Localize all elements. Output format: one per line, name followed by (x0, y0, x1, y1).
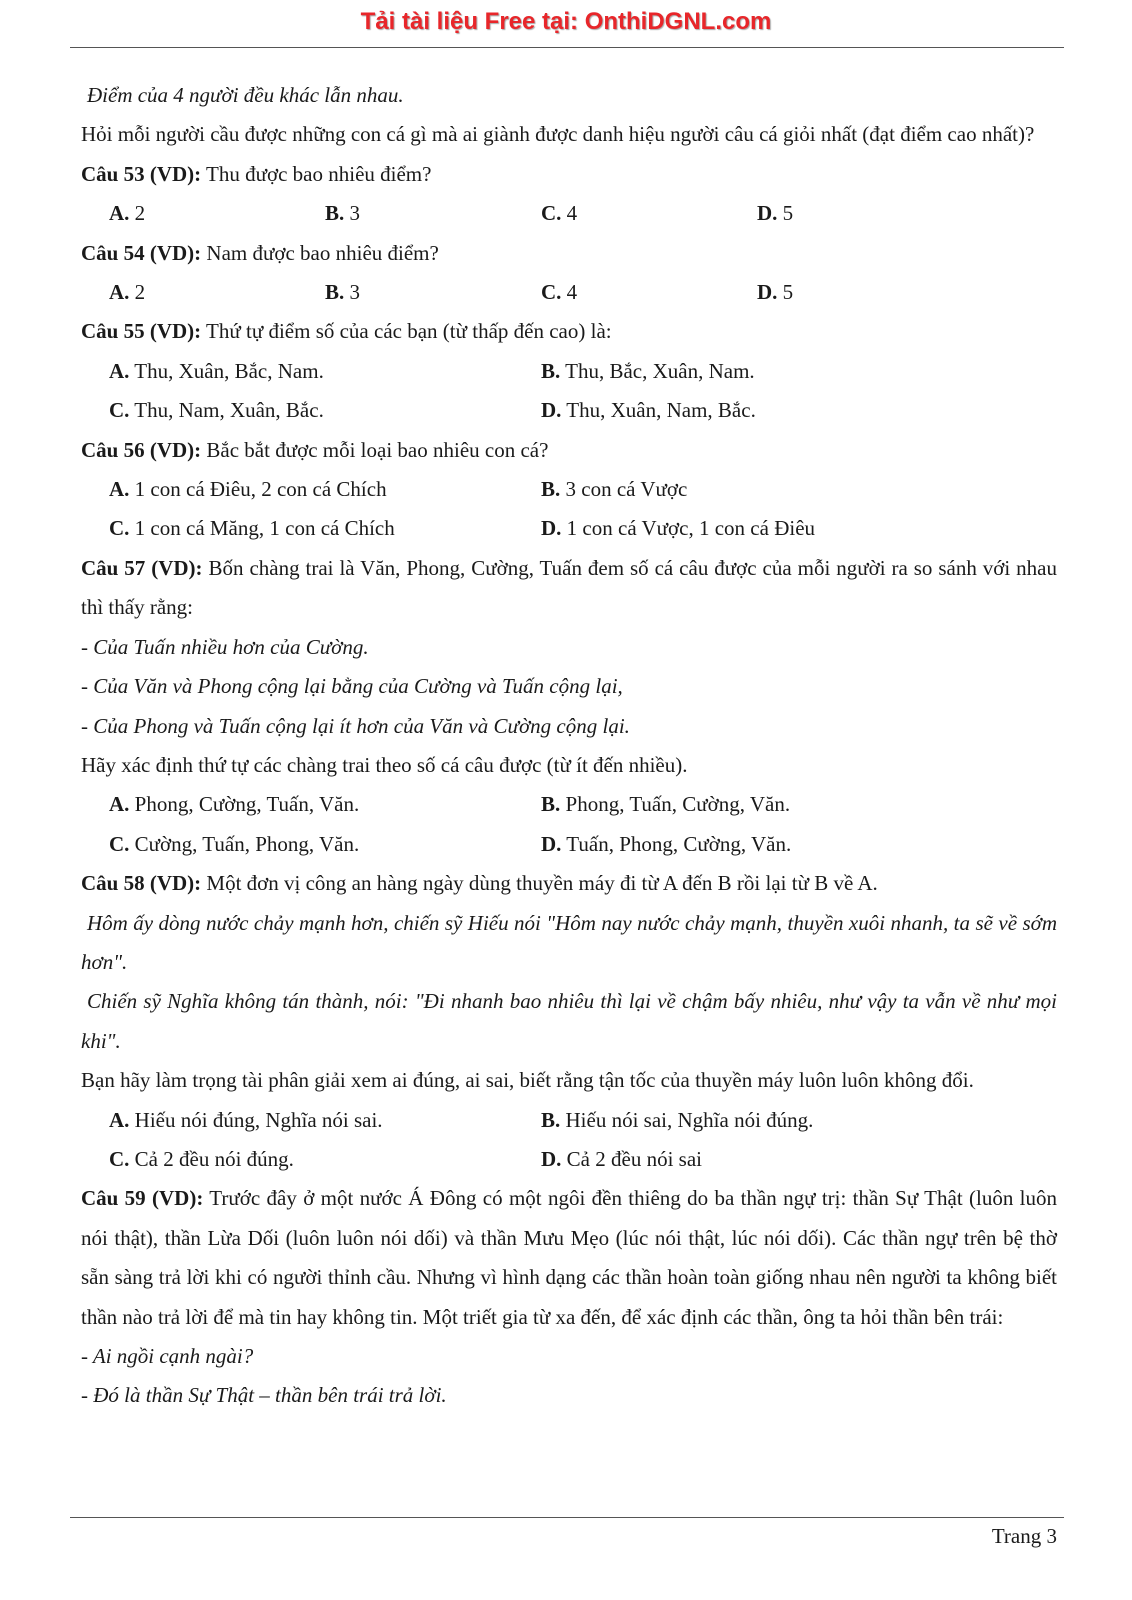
question-55 (81, 312, 1057, 351)
option-c[interactable]: C. 1 con cá Măng, 1 con cá Chích (109, 516, 395, 541)
option-d[interactable]: D. 5 (757, 280, 794, 305)
question-58 (81, 864, 1057, 903)
option-a[interactable]: A. Thu, Xuân, Bắc, Nam. (109, 358, 324, 383)
options-56-row2 (81, 509, 1057, 548)
condition-line: - Của Tuấn nhiều hơn của Cường. (81, 634, 369, 659)
option-d[interactable]: D. Tuấn, Phong, Cường, Văn. (541, 831, 792, 856)
page-content (81, 76, 1057, 1416)
question-text: Một đơn vị công an hàng ngày dùng thuyền máy đi từ A đến B rồi lại từ B về A. (201, 871, 878, 896)
option-c[interactable]: C. Cả 2 đều nói đúng. (109, 1146, 294, 1171)
question-label: Câu 59 (VD): (81, 1186, 204, 1211)
site-banner: Tải tài liệu Free tại: OnthiDGNL.com (360, 8, 772, 35)
question-label: Câu 53 (VD): (81, 161, 202, 186)
condition-line: - Của Văn và Phong cộng lại bằng của Cường và Tuấn cộng lại, (81, 674, 623, 699)
option-b[interactable]: B. 3 (325, 201, 361, 226)
question-text: Trước đây ở một nước Á Đông có một ngôi đền thiêng do ba thần ngự trị: thần Sự Thật (luôn luôn nói thật), thần Lừa Dối (luôn luôn nói dối) và thần Mưu Mẹo (lúc nói thật, lúc nói dối). Các thần ngự trên bệ thờ sẵn sàng trả lời khi có người thỉnh cầu. Nhưng vì hình dạng các thần hoàn toàn giống nhau nên người ta không biết thần nào trả lời để mà tin hay không tin. Một triết gia từ xa đến, để xác định các thần, ông ta hỏi thần bên trái: (81, 1186, 1058, 1329)
header-divider (70, 47, 1064, 48)
option-a[interactable]: A. 2 (109, 201, 146, 226)
options-53 (81, 194, 1057, 233)
question-text: Thu được bao nhiêu điểm? (201, 161, 432, 186)
question-prompt: Hãy xác định thứ tự các chàng trai theo số cá câu được (từ ít đến nhiều). (81, 752, 688, 777)
question-text: Thứ tự điểm số của các bạn (từ thấp đến cao) là: (201, 319, 612, 344)
quote-hieu: Hôm ấy dòng nước chảy mạnh hơn, chiến sỹ Hiếu nói "Hôm nay nước chảy mạnh, thuyền xuôi nhanh, ta sẽ về sớm hơn". (81, 910, 1057, 974)
intro-question: Hỏi mỗi người cầu được những con cá gì mà ai giành được danh hiệu người câu cá giỏi nhất (đạt điểm cao nhất)? (81, 122, 1035, 147)
option-b[interactable]: B. Thu, Bắc, Xuân, Nam. (541, 358, 755, 383)
question-prompt: Bạn hãy làm trọng tài phân giải xem ai đúng, ai sai, biết rằng tận tốc của thuyền máy luôn luôn không đổi. (81, 1068, 974, 1093)
options-58-row2 (81, 1140, 1057, 1179)
option-b[interactable]: B. Phong, Tuấn, Cường, Văn. (541, 792, 791, 817)
question-59 (81, 1179, 1057, 1337)
option-a[interactable]: A. Hiếu nói đúng, Nghĩa nói sai. (109, 1107, 383, 1132)
option-c[interactable]: C. 4 (541, 280, 578, 305)
options-57-row2 (81, 825, 1057, 864)
option-b[interactable]: B. Hiếu nói sai, Nghĩa nói đúng. (541, 1107, 814, 1132)
question-label: Câu 54 (VD): (81, 240, 202, 265)
option-c[interactable]: C. Thu, Nam, Xuân, Bắc. (109, 398, 324, 423)
options-55-row2 (81, 391, 1057, 430)
option-c[interactable]: C. Cường, Tuấn, Phong, Văn. (109, 831, 360, 856)
question-56 (81, 431, 1057, 470)
question-text: Bốn chàng trai là Văn, Phong, Cường, Tuấn đem số cá câu được của mỗi người ra so sánh với nhau thì thấy rằng: (81, 555, 1057, 620)
option-d[interactable]: D. Thu, Xuân, Nam, Bắc. (541, 398, 756, 423)
option-d[interactable]: D. Cả 2 đều nói sai (541, 1146, 702, 1171)
question-54 (81, 234, 1057, 273)
option-d[interactable]: D. 5 (757, 201, 794, 226)
footer-divider (70, 1517, 1064, 1518)
options-55-row1 (81, 352, 1057, 391)
question-label: Câu 57 (VD): (81, 555, 203, 580)
intro-line: Điểm của 4 người đều khác lẫn nhau. (87, 83, 404, 107)
question-label: Câu 56 (VD): (81, 437, 202, 462)
options-58-row1 (81, 1101, 1057, 1140)
question-text: Nam được bao nhiêu điểm? (201, 240, 439, 265)
condition-line: - Của Phong và Tuấn cộng lại ít hơn của Văn và Cường cộng lại. (81, 713, 630, 738)
option-c[interactable]: C. 4 (541, 201, 578, 226)
page-number: Trang 3 (991, 1524, 1057, 1548)
option-a[interactable]: A. 2 (109, 280, 146, 305)
question-label: Câu 55 (VD): (81, 319, 202, 344)
dialog-line: - Ai ngồi cạnh ngài? (81, 1344, 254, 1368)
option-a[interactable]: A. 1 con cá Điêu, 2 con cá Chích (109, 477, 387, 502)
option-d[interactable]: D. 1 con cá Vược, 1 con cá Điêu (541, 516, 816, 541)
option-b[interactable]: B. 3 (325, 280, 361, 305)
question-53 (81, 155, 1057, 194)
quote-nghia: Chiến sỹ Nghĩa không tán thành, nói: "Đi nhanh bao nhiêu thì lại về chậm bấy nhiêu, như vậy ta vẫn về như mọi khi". (81, 989, 1057, 1053)
option-b[interactable]: B. 3 con cá Vược (541, 477, 688, 502)
question-text: Bắc bắt được mỗi loại bao nhiêu con cá? (201, 437, 549, 462)
options-54 (81, 273, 1057, 312)
options-57-row1 (81, 785, 1057, 824)
options-56-row1 (81, 470, 1057, 509)
question-label: Câu 58 (VD): (81, 871, 202, 896)
option-a[interactable]: A. Phong, Cường, Tuấn, Văn. (109, 792, 360, 817)
question-57 (81, 549, 1057, 628)
dialog-line: - Đó là thần Sự Thật – thần bên trái trả lời. (81, 1383, 447, 1408)
